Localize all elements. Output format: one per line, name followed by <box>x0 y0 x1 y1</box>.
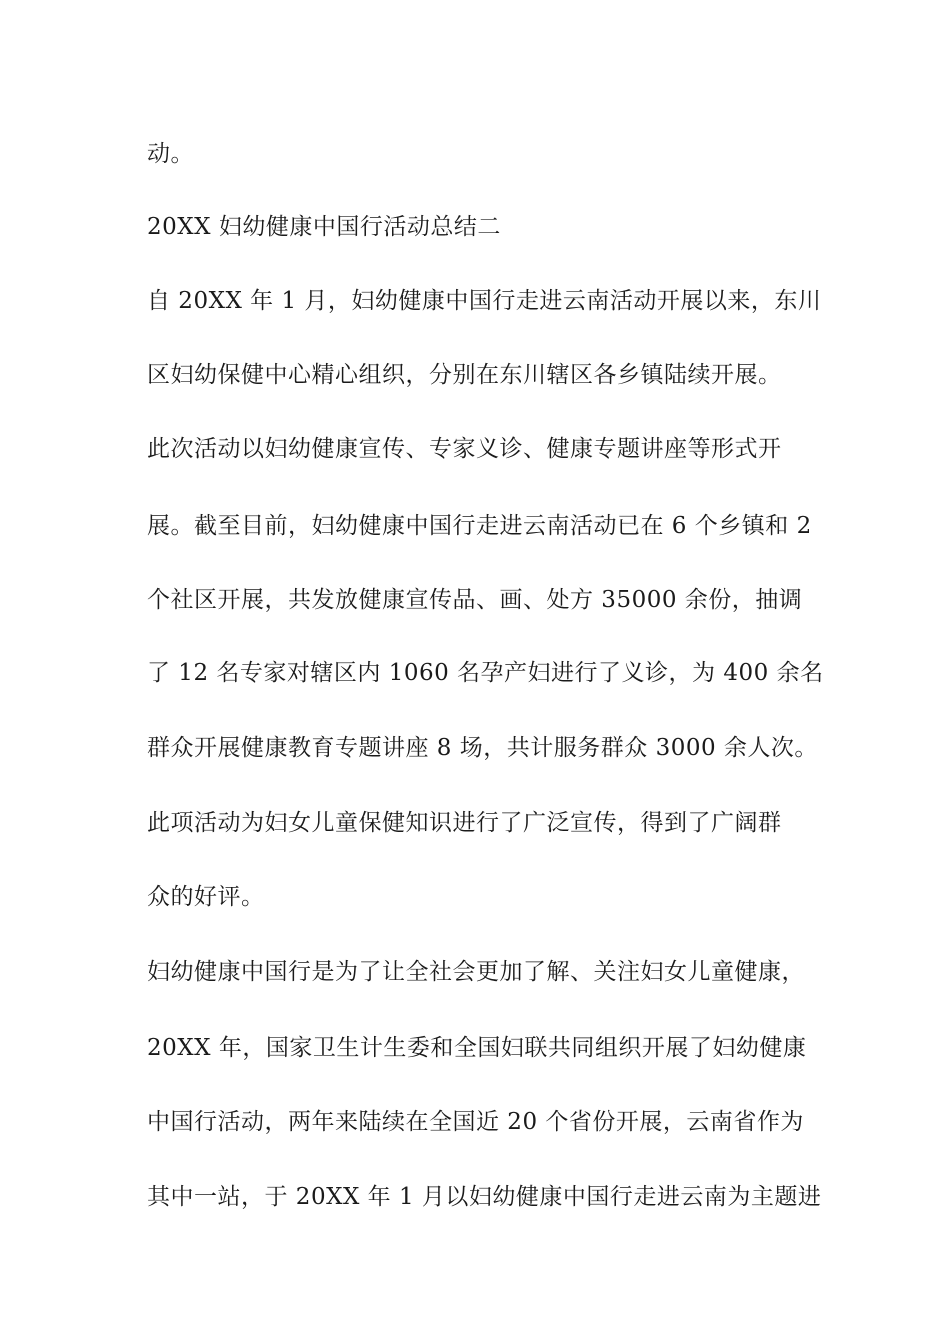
text-line: 众的好评。 <box>147 884 265 910</box>
text-line: 中国行活动，两年来陆续在全国近 20 个省份开展，云南省作为 <box>147 1109 804 1135</box>
text-line: 此项活动为妇女儿童保健知识进行了广泛宣传，得到了广阔群 <box>147 810 782 836</box>
text-line: 展。截至目前，妇幼健康中国行走进云南活动已在 6 个乡镇和 2 <box>147 513 812 539</box>
text-line: 区妇幼保健中心精心组织，分别在东川辖区各乡镇陆续开展。 <box>147 362 782 388</box>
text-line: 其中一站，于 20XX 年 1 月以妇幼健康中国行走进云南为主题进 <box>147 1184 822 1210</box>
text-line: 此次活动以妇幼健康宣传、专家义诊、健康专题讲座等形式开 <box>147 436 782 462</box>
section-heading: 20XX 妇幼健康中国行活动总结二 <box>147 214 501 240</box>
text-line-continuation: 动。 <box>147 141 194 167</box>
text-line: 自 20XX 年 1 月，妇幼健康中国行走进云南活动开展以来，东川 <box>147 288 822 314</box>
text-line: 了 12 名专家对辖区内 1060 名孕产妇进行了义诊，为 400 余名 <box>147 660 824 686</box>
text-line: 妇幼健康中国行是为了让全社会更加了解、关注妇女儿童健康， <box>147 959 805 985</box>
text-line: 群众开展健康教育专题讲座 8 场，共计服务群众 3000 余人次。 <box>147 735 818 761</box>
text-line: 个社区开展，共发放健康宣传品、画、处方 35000 余份，抽调 <box>147 587 803 613</box>
text-line: 20XX 年，国家卫生计生委和全国妇联共同组织开展了妇幼健康 <box>147 1035 807 1061</box>
